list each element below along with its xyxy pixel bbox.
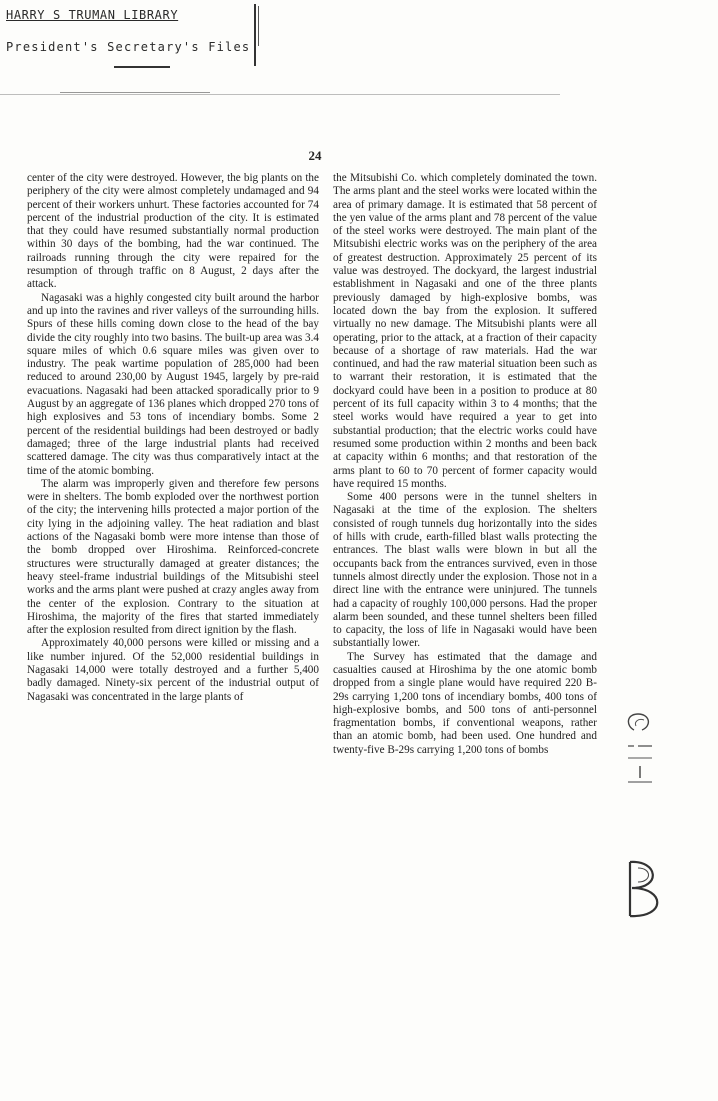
file-mark-icon bbox=[622, 712, 682, 932]
left-column bbox=[27, 172, 319, 704]
stamp-bracket bbox=[254, 4, 256, 66]
stamp-library-name: HARRY S TRUMAN LIBRARY bbox=[6, 8, 179, 22]
stamp-bracket-inner bbox=[258, 6, 259, 46]
scan-artifact-line bbox=[0, 94, 560, 95]
margin-faint-marks bbox=[686, 742, 702, 902]
stamp-underline bbox=[114, 66, 170, 68]
paragraph: The alarm was improperly given and therefore few persons were in shelters. The bomb exploded over the northwest portion of the city; the intervening hills protected a major portion of the city lying in the adjoining valley. The heat radiation and blast actions of the Nagasaki bomb were more intense than those of the bomb dropped over Hiroshima. Reinforced-concrete structures were structurally damaged at greater distances; the heavy steel-frame industrial buildings of the Mitsubishi steel works and the arms plant were pushed at crazy angles away from the center of the explosion. Contrary to the situation at Hiroshima, the majority of the fires that started immediately after the explosion resulted from direct ignition by the flash. bbox=[27, 477, 319, 637]
paragraph: the Mitsubishi Co. which completely dominated the town. The arms plant and the steel works were located within the area of primary damage. It is estimated that 58 percent of the yen value of the arms plant and 78 percent of the value of the steel works were destroyed. The main plant of the Mitsubishi electric works was on the periphery of the area of greatest destruction. Approximately 25 percent of its value was destroyed. The dockyard, the largest industrial establishment in Nagasaki and one of the three plants previously damaged by high-explosive bombs, was located down the bay from the explosion. It suffered virtually no new damage. The Mitsubishi plants were all operating, prior to the attack, at a fraction of their capacity because of a shortage of raw materials. Had the war continued, and had the raw material situation been such as to warrant their restoration, it is estimated that the dockyard could have been in a position to produce at 80 percent of its full capacity within 3 to 4 months; that the steel works would have required a year to get into substantial production; that the electric works could have resumed some production within 2 months and been back at capacity within 6 months; and that restoration of the arms plant to 60 to 70 percent of former capacity would have required 15 months. bbox=[333, 172, 597, 490]
paragraph: center of the city were destroyed. However, the big plants on the periphery of the city were almost completely undamaged and 94 percent of their workers unhurt. These factories accounted for 74 percent of the industrial production of the city. It is estimated that they could have resumed substantially normal production within 30 days of the bombing, had the war continued. The railroads running through the city were repaired for the resumption of through traffic on 8 August, 2 days after the attack. bbox=[27, 172, 319, 291]
paragraph: Some 400 persons were in the tunnel shelters in Nagasaki at the time of the explosion. The shelters consisted of rough tunnels dug horizontally into the sides of hills with crude, earth-filled blast walls protecting the entrances. The blast walls were blown in but all the occupants back from the entrances survived, even in those tunnels almost directly under the explosion. Those not in a direct line with the entrance were uninjured. The tunnels had a capacity of roughly 100,000 persons. Had the proper alarm been sounded, and these tunnel shelters been filled to capacity, the loss of life in Nagasaki would have been substantially lower. bbox=[333, 491, 597, 650]
file-mark-drawing bbox=[622, 712, 682, 932]
scan-artifact-line-short bbox=[60, 92, 210, 93]
paragraph: Approximately 40,000 persons were killed or missing and a like number injured. Of the 52,000 residential buildings in Nagasaki 14,000 were totally destroyed and a further 5,400 badly damaged. Ninety-six percent of the industrial output of Nagasaki was concentrated in the large plants of bbox=[27, 637, 319, 703]
stamp-collection-name: President's Secretary's Files bbox=[6, 40, 251, 54]
paragraph: Nagasaki was a highly congested city built around the harbor and up into the ravines and river valleys of the surrounding hills. Spurs of these hills coming down close to the head of the bay divide the city roughly into two basins. The built-up area was 3.4 square miles of which 0.6 square miles was given over to industry. The peak wartime population of 285,000 had been reduced to around 230,00 by August 1945, largely by pre-raid evacuations. Nagasaki had been attacked sporadically prior to 9 August by an aggregate of 136 planes which dropped 270 tons of high explosives and 53 tons of incendiary bombs. Some 2 percent of the residential buildings had been destroyed or badly damaged; three of the large industrial plants had received scattered damage. The city was thus comparatively intact at the time of the atomic bombing. bbox=[27, 291, 319, 477]
page-number: 24 bbox=[308, 148, 322, 163]
archive-stamp bbox=[6, 4, 262, 68]
right-column bbox=[333, 172, 597, 757]
paragraph: The Survey has estimated that the damage and casualties caused at Hiroshima by the one atomic bomb dropped from a single plane would have required 220 B-29s carrying 1,200 tons of incendiary bombs, 400 tons of high-explosive bombs, and 500 tons of anti-personnel fragmentation bombs, if conventional weapons, rather than an atomic bomb, had been used. One hundred and twenty-five B-29s carrying 1,200 tons of bombs bbox=[333, 650, 597, 756]
